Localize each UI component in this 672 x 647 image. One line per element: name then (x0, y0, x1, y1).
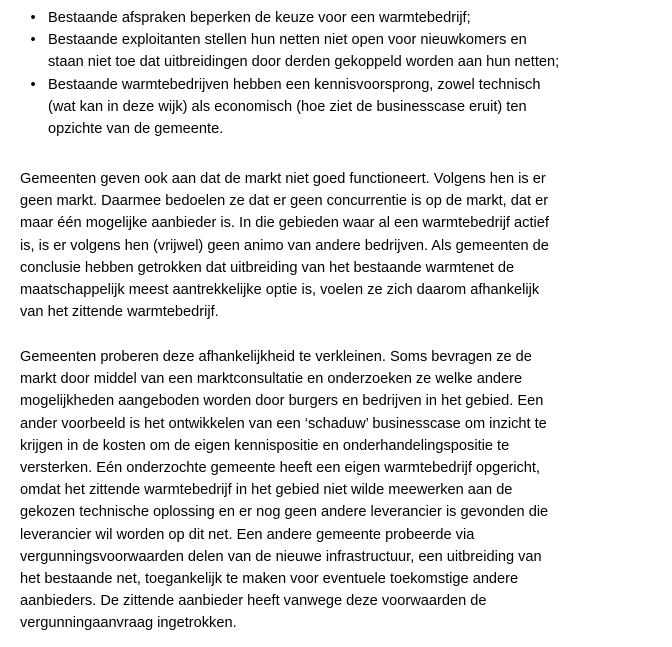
paragraph-line: ander voorbeeld is het ontwikkelen van een ‘schaduw’ businesscase om inzicht te (20, 415, 547, 432)
bullet-item (28, 7, 658, 29)
paragraph-line: leverancier wil worden op dit net. Een andere gemeente probeerde via (20, 526, 475, 543)
bullet-text-line: Bestaande exploitanten stellen hun netten niet open voor nieuwkomers en (48, 32, 527, 49)
paragraph-line: conclusie hebben getrokken dat uitbreiding van het bestaande warmtenet de (20, 259, 515, 276)
paragraph-line: vergunningaanvraag ingetrokken. (20, 615, 237, 632)
paragraph-line: maar één mogelijke aanbieder is. In die gebieden waar al een warmtebedrijf actief (20, 215, 549, 232)
paragraph-line: versterken. Eén onderzochte gemeente heeft een eigen warmtebedrijf opgericht, (20, 460, 541, 477)
bullet-text-line: (wat kan in deze wijk) als economisch (hoe ziet de businesscase eruit) ten (48, 98, 527, 115)
bullet-text-line: Bestaande warmtebedrijven hebben een kennisvoorsprong, zowel technisch (48, 76, 541, 93)
paragraph-line: aanbieders. De zittende aanbieder heeft vanwege deze voorwaarden de (20, 593, 487, 610)
paragraph-line: geen markt. Daarmee bedoelen ze dat er geen concurrentie is op de markt, dat er (20, 193, 549, 210)
paragraph-market-function (20, 168, 662, 323)
paragraph-line: vergunningsvoorwaarden delen van de nieuwe infrastructuur, een uitbreiding van (20, 548, 542, 565)
paragraph-line: van het zittende warmtebedrijf. (20, 304, 219, 321)
paragraph-line: omdat het zittende warmtebedrijf in het gebied niet wilde meewerken aan de (20, 482, 513, 499)
paragraph-line: mogelijkheden aangeboden worden door burgers en bedrijven in het gebied. Een (20, 393, 544, 410)
paragraph-line: Gemeenten geven ook aan dat de markt niet goed functioneert. Volgens hen is er (20, 171, 546, 187)
paragraph-line: maatschappelijk meest aantrekkelijke optie is, voelen ze zich daarom afhankelijk (20, 282, 540, 299)
paragraph-line: gekozen technische oplossing en er nog geen andere leverancier is gevonden die (20, 504, 549, 521)
bullet-list (28, 7, 658, 140)
paragraph-line: markt door middel van een marktconsultatie en onderzoeken ze welke andere (20, 371, 523, 388)
bullet-icon: • (30, 32, 36, 49)
paragraph-line: het bestaande net, toegankelijk te maken voor eventuele toekomstige andere (20, 571, 519, 588)
bullet-text-line: opzichte van de gemeente. (48, 121, 224, 138)
paragraph-line: Gemeenten proberen deze afhankelijkheid te verkleinen. Soms bevragen ze de (20, 349, 532, 365)
bullet-icon: • (30, 10, 36, 26)
bullet-icon: • (30, 76, 36, 93)
paragraph-line: is, is er volgens hen (vrijwel) geen animo van andere bedrijven. Als gemeenten de (20, 237, 549, 254)
bullet-item (28, 74, 658, 141)
bullet-text-line: Bestaande afspraken beperken de keuze voor een warmtebedrijf; (48, 10, 471, 26)
bullet-text-line: staan niet toe dat uitbreidingen door derden gekoppeld worden aan hun netten; (48, 54, 560, 71)
bullet-item (28, 29, 658, 73)
paragraph-reduce-dependency (20, 346, 662, 635)
paragraph-line: krijgen in de kosten om de eigen kennispositie en onderhandelingspositie te (20, 437, 510, 454)
